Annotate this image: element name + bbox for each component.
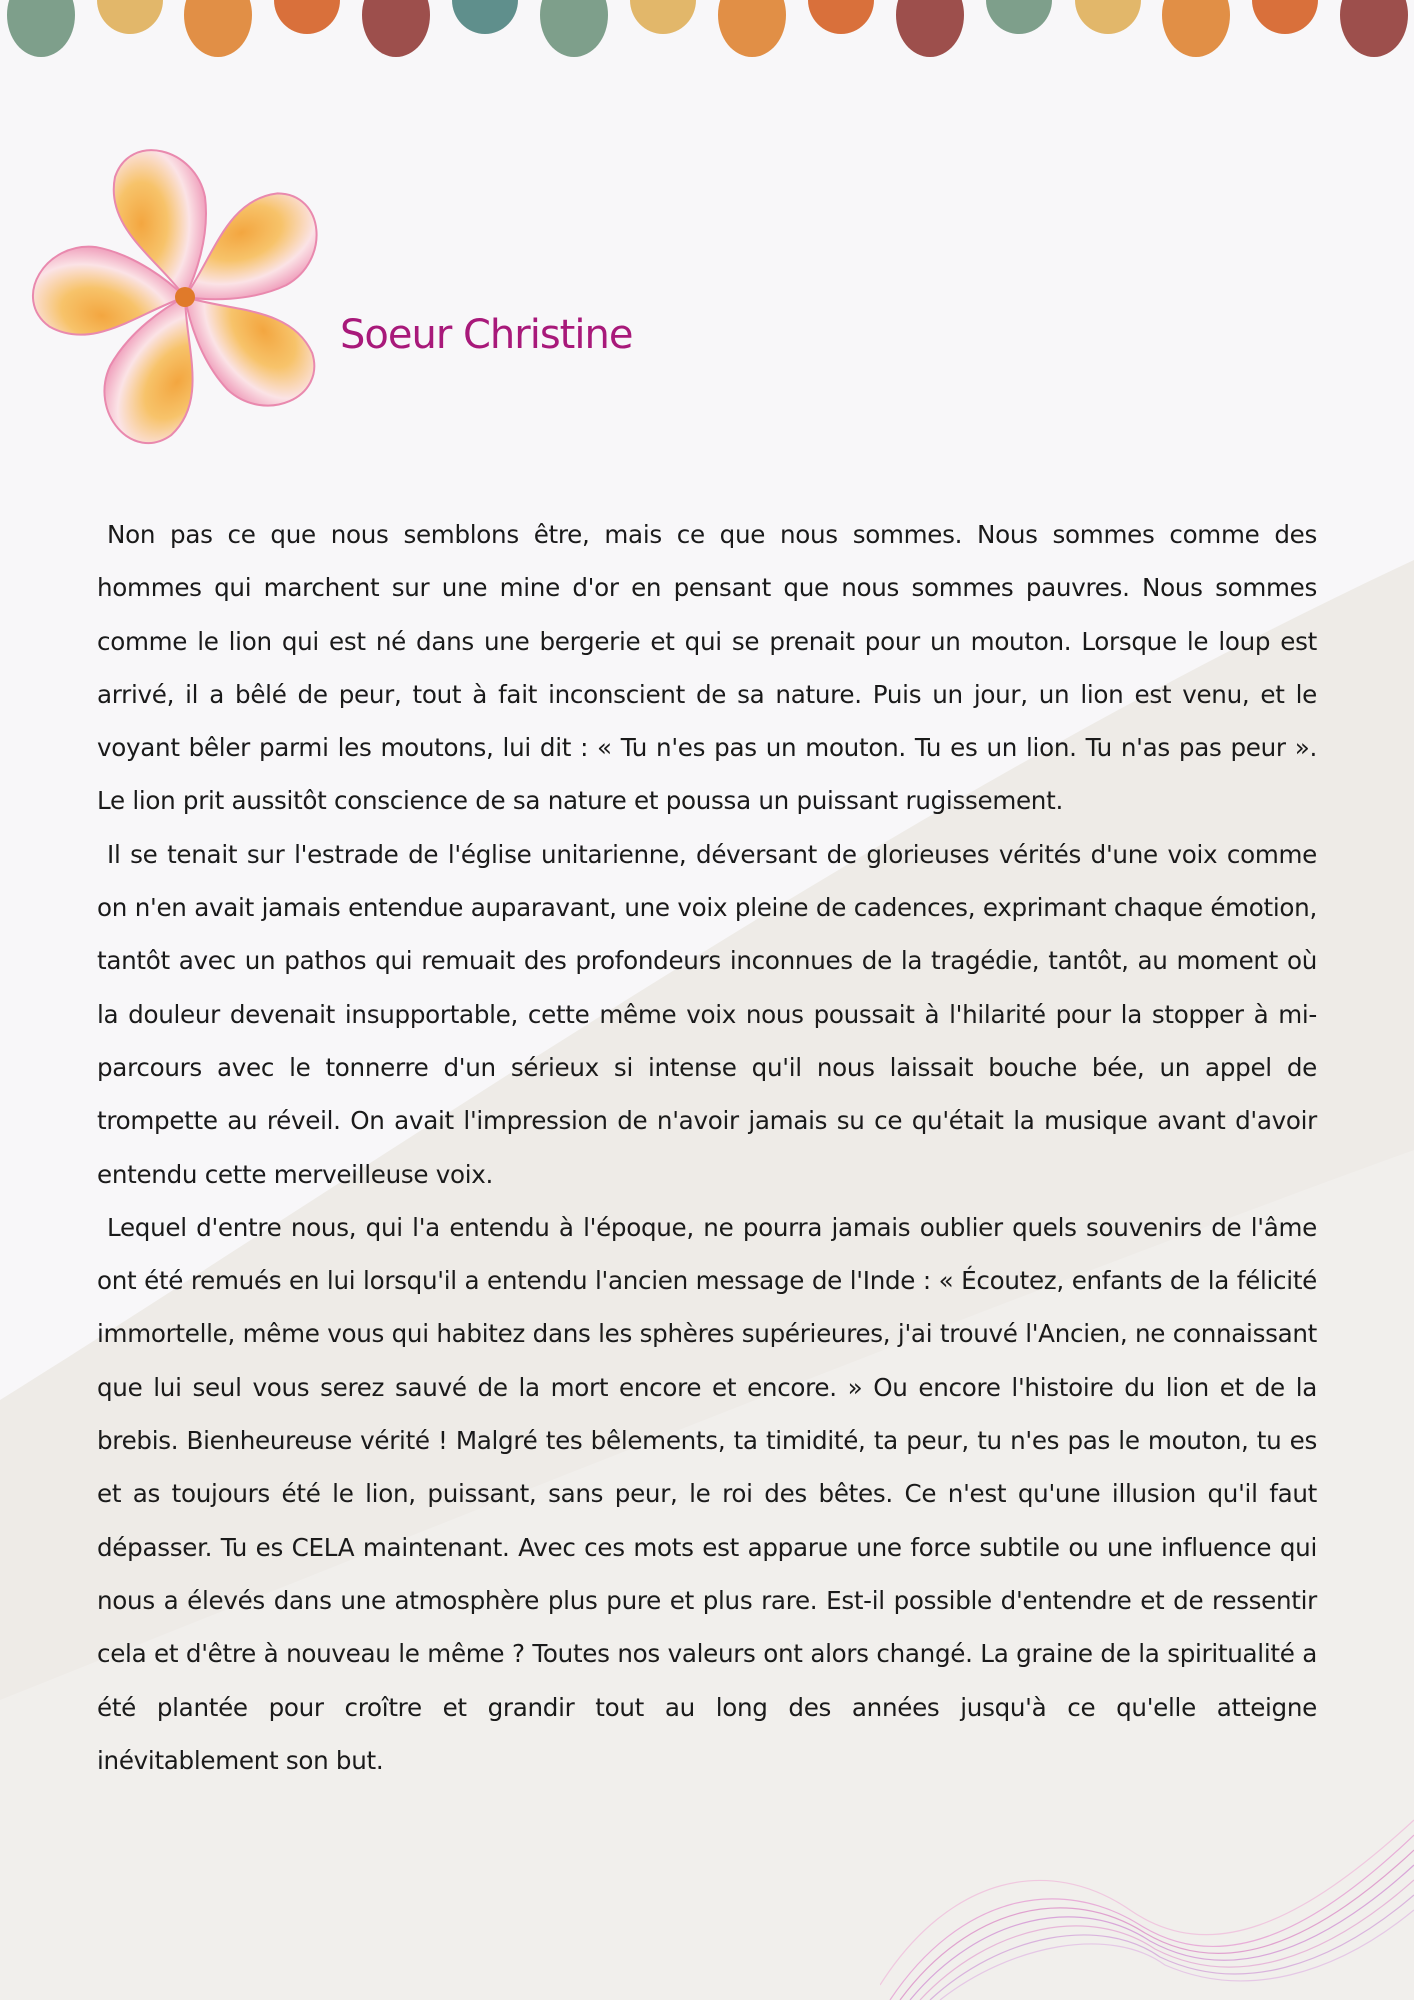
- body-text: [97, 508, 1317, 1787]
- drop-9: [718, 0, 786, 57]
- paragraph-2: Il se tenait sur l'estrade de l'église unitarienne, déversant de glorieuses vérités d'une voix comme on n'en avait jamais entendue auparavant, une voix pleine de cadences, exprimant chaque émotion, tantôt avec un pathos qui remuait des profondeurs inconnues de la tragédie, tantôt, au moment où la douleur devenait insupportable, cette même voix nous poussait à l'hilarité pour la stopper à mi-parcours avec le tonnerre d'un sérieux si intense qu'il nous laissait bouche bée, un appel de trompette au réveil. On avait l'impression de n'avoir jamais su ce qu'était la musique avant d'avoir entendu cette merveilleuse voix.: [97, 839, 1317, 1189]
- paragraph-3: Lequel d'entre nous, qui l'a entendu à l'époque, ne pourra jamais oublier quels souvenirs de l'âme ont été remués en lui lorsqu'il a entendu l'ancien message de l'Inde : « Écoutez, enfants de la félicité immortelle, même vous qui habitez dans les sphères supérieures, j'ai trouvé l'Ancien, ne connaissant que lui seul vous serez sauvé de la mort encore et encore. » Ou encore l'histoire du lion et de la brebis. Bienheureuse vérité ! Malgré tes bêlements, ta timidité, ta peur, tu n'es pas le mouton, tu es et as toujours été le lion, puissant, sans peur, le roi des bêtes. Ce n'est qu'une illusion qu'il faut dépasser. Tu es CELA maintenant. Avec ces mots est apparue une force subtile ou une influence qui nous a élevés dans une atmosphère plus pure et plus rare. Est-il possible d'entendre et de ressentir cela et d'être à nouveau le même ? Toutes nos valeurs ont alors changé. La graine de la spiritualité a été plantée pour croître et grandir tout au long des années jusqu'à ce qu'elle atteigne inévitablement son but.: [97, 1212, 1317, 1775]
- drop-15: [1252, 0, 1318, 34]
- drop-16: [1340, 0, 1408, 57]
- drop-2: [97, 0, 163, 34]
- drop-10: [808, 0, 874, 34]
- drop-7: [540, 0, 608, 57]
- drop-11: [896, 0, 964, 57]
- drop-12: [986, 0, 1052, 34]
- pink-wave-ribbon-icon: [880, 1815, 1414, 2000]
- drop-garland: [0, 0, 1414, 70]
- page-title: Soeur Christine: [340, 312, 633, 358]
- drop-3: [184, 0, 252, 57]
- drop-14: [1162, 0, 1230, 57]
- drop-1: [7, 0, 75, 57]
- paragraph-1: Non pas ce que nous semblons être, mais ce que nous sommes. Nous sommes comme des hommes qui marchent sur une mine d'or en pensant que nous sommes pauvres. Nous sommes comme le lion qui est né dans une bergerie et qui se prenait pour un mouton. Lorsque le loup est arrivé, il a bêlé de peur, tout à fait inconscient de sa nature. Puis un jour, un lion est venu, et le voyant bêler parmi les moutons, lui dit : « Tu n'es pas un mouton. Tu es un lion. Tu n'as pas peur ». Le lion prit aussitôt conscience de sa nature et poussa un puissant rugissement.: [97, 520, 1317, 816]
- drop-5: [362, 0, 430, 57]
- drop-8: [630, 0, 696, 34]
- drop-13: [1075, 0, 1141, 34]
- drop-6: [452, 0, 518, 34]
- frangipani-flower-icon: [15, 125, 345, 450]
- drop-4: [274, 0, 340, 34]
